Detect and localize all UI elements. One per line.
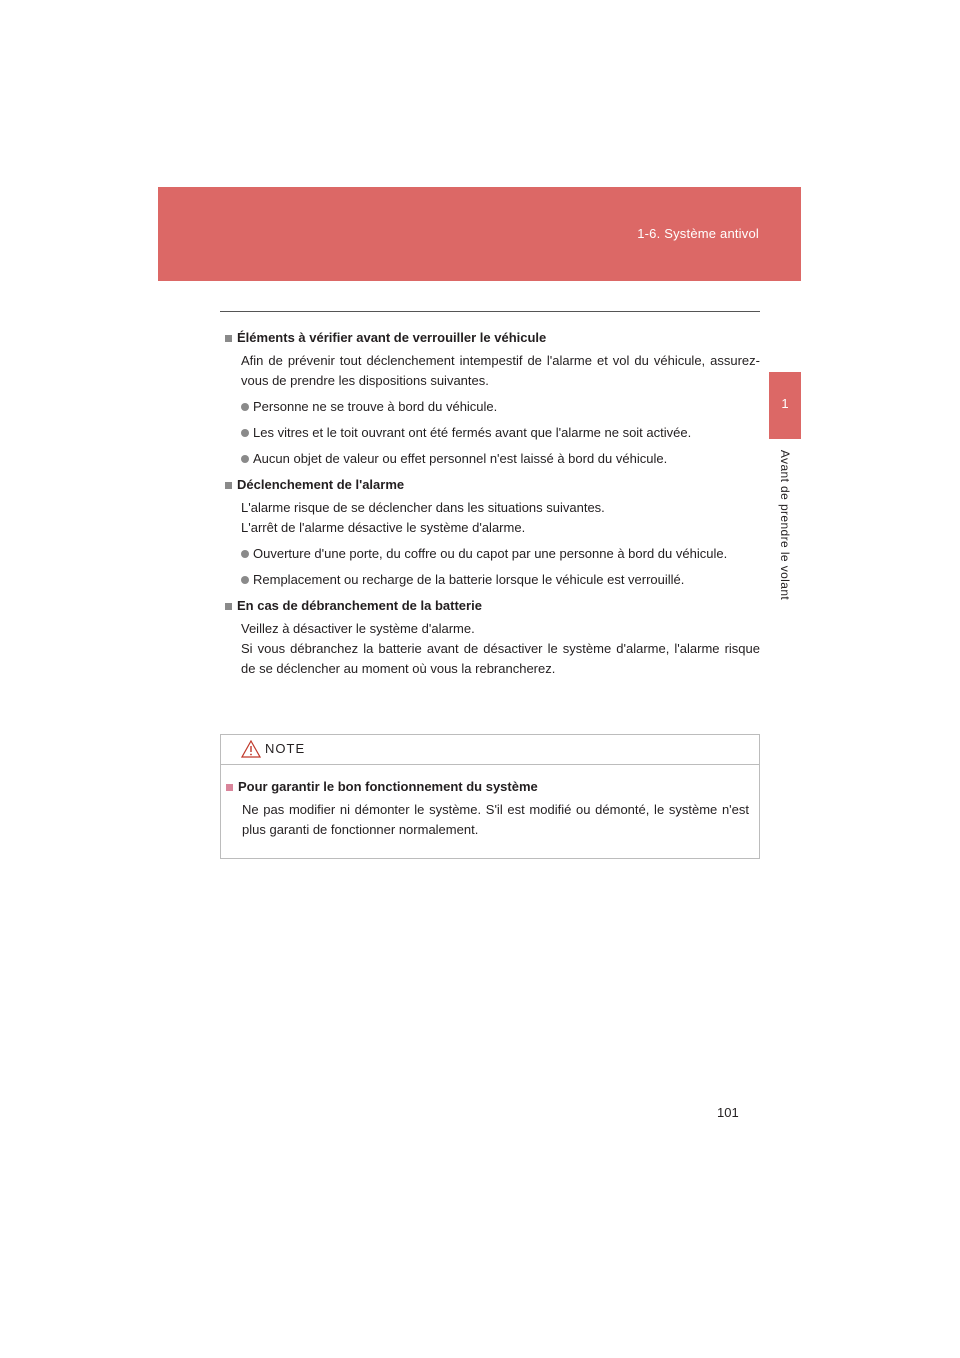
round-bullet-icon [241,550,249,558]
list-item-text: Personne ne se trouve à bord du véhicule. [253,399,498,414]
paragraph: L'arrêt de l'alarme désactive le système d'alarme. [241,520,526,535]
list-item-text: Remplacement ou recharge de la batterie lorsque le véhicule est verrouillé. [253,572,685,587]
note-heading-text: Pour garantir le bon fonctionnement du système [238,779,538,794]
section-heading [220,475,760,495]
note-header [221,735,759,765]
section-heading-text: Déclenchement de l'alarme [237,477,405,492]
section-battery-disconnect [220,596,760,679]
list-item-text: Les vitres et le toit ouvrant ont été fermés avant que l'alarme ne soit activée. [253,425,692,440]
paragraph: Veillez à désactiver le système d'alarme. [241,621,475,636]
section-alarm-trigger [220,475,760,590]
chapter-number: 1 [781,396,789,411]
page-number: 101 [717,1105,739,1120]
paragraph: L'alarme risque de se déclencher dans les situations suivantes. [241,500,605,515]
list-item [241,397,760,417]
section-heading-text: Éléments à vérifier avant de verrouiller le véhicule [237,330,547,345]
note-heading [221,777,755,797]
paragraph: Afin de prévenir tout déclenchement intempestif de l'alarme et vol du véhicule, assurez-vous de prendre les dispositions suivantes. [241,353,760,388]
main-content [220,328,760,685]
top-divider [220,311,760,312]
list-item [241,544,760,564]
chapter-side-label: Avant de prendre le volant [778,449,792,601]
paragraph: Si vous débranchez la batterie avant de désactiver le système d'alarme, l'alarme risque de se déclencher au moment où vous la rebrancherez. [241,641,760,676]
chapter-side-tab [769,372,801,439]
chapter-header-band [158,187,801,281]
note-text: Ne pas modifier ni démonter le système. S'il est modifié ou démonté, le système n'est plus garanti de fonctionner normalement. [242,802,749,837]
round-bullet-icon [241,403,249,411]
list-item-text: Aucun objet de valeur ou effet personnel n'est laissé à bord du véhicule. [253,451,668,466]
note-body [221,765,759,840]
chapter-title: 1-6. Système antivol [637,226,759,241]
round-bullet-icon [241,429,249,437]
list-item-text: Ouverture d'une porte, du coffre ou du capot par une personne à bord du véhicule. [253,546,728,561]
note-box [220,734,760,859]
section-heading [220,596,760,616]
list-item [241,570,760,590]
list-item [241,423,760,443]
square-bullet-icon [226,784,233,791]
square-bullet-icon [225,335,232,342]
square-bullet-icon [225,482,232,489]
section-verification [220,328,760,469]
round-bullet-icon [241,455,249,463]
section-heading [220,328,760,348]
warning-triangle-icon [241,740,261,758]
square-bullet-icon [225,603,232,610]
list-item [241,449,760,469]
note-label: NOTE [265,741,306,756]
round-bullet-icon [241,576,249,584]
section-heading-text: En cas de débranchement de la batterie [237,598,482,613]
